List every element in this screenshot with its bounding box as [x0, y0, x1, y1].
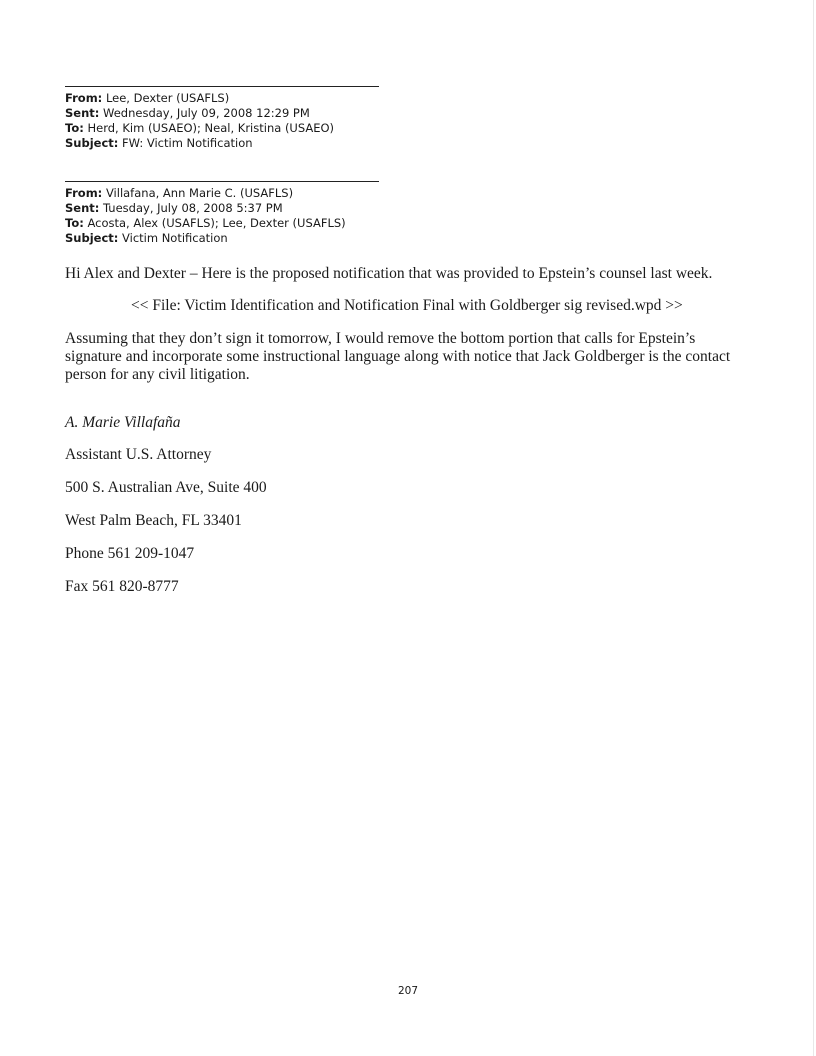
subject-label: Subject:: [65, 231, 119, 245]
sent-label: Sent:: [65, 106, 100, 120]
signature-phone: Phone 561 209-1047: [65, 545, 195, 562]
from-label: From:: [65, 91, 103, 105]
body-paragraph: Assuming that they don’t sign it tomorrow, I would remove the bottom portion that calls for Epstein’s signature and incorporate some instructional language along with notice that Jack Goldberger is the contact person for any civil litigation.: [65, 330, 731, 383]
email-header-original: [65, 181, 379, 246]
subject-line: [65, 136, 379, 151]
subject-line: [65, 231, 379, 246]
page-edge-line: [813, 0, 814, 1056]
attachment-reference: << File: Victim Identification and Notification Final with Goldberger sig revised.wpd >>: [131, 297, 683, 314]
signature-address-line1: 500 S. Australian Ave, Suite 400: [65, 479, 267, 496]
to-label: To:: [65, 216, 84, 230]
from-value: Lee, Dexter (USAFLS): [105, 91, 230, 105]
from-value: Villafana, Ann Marie C. (USAFLS): [105, 186, 294, 200]
greeting-paragraph: Hi Alex and Dexter – Here is the proposed notification that was provided to Epstein’s counsel last week.: [65, 265, 713, 282]
email-header-forward: [65, 86, 379, 151]
sent-value: Tuesday, July 08, 2008 5:37 PM: [103, 201, 283, 215]
from-label: From:: [65, 186, 103, 200]
to-label: To:: [65, 121, 84, 135]
subject-value: Victim Notification: [122, 231, 228, 245]
to-value: Acosta, Alex (USAFLS); Lee, Dexter (USAFLS): [87, 216, 346, 230]
header-divider: [65, 86, 379, 87]
sent-line: [65, 201, 379, 216]
subject-label: Subject:: [65, 136, 119, 150]
signature-address-line2: West Palm Beach, FL 33401: [65, 512, 242, 529]
sent-label: Sent:: [65, 201, 100, 215]
to-value: Herd, Kim (USAEO); Neal, Kristina (USAEO): [87, 121, 335, 135]
page-number: 207: [397, 985, 419, 997]
from-line: [65, 91, 379, 106]
from-line: [65, 186, 379, 201]
sent-line: [65, 106, 379, 121]
header-divider: [65, 181, 379, 182]
subject-value: FW: Victim Notification: [122, 136, 253, 150]
to-line: [65, 216, 379, 231]
signature-title: Assistant U.S. Attorney: [65, 446, 212, 463]
signature-fax: Fax 561 820-8777: [65, 578, 179, 595]
signature-name: A. Marie Villafaña: [65, 414, 181, 431]
sent-value: Wednesday, July 09, 2008 12:29 PM: [103, 106, 310, 120]
to-line: [65, 121, 379, 136]
